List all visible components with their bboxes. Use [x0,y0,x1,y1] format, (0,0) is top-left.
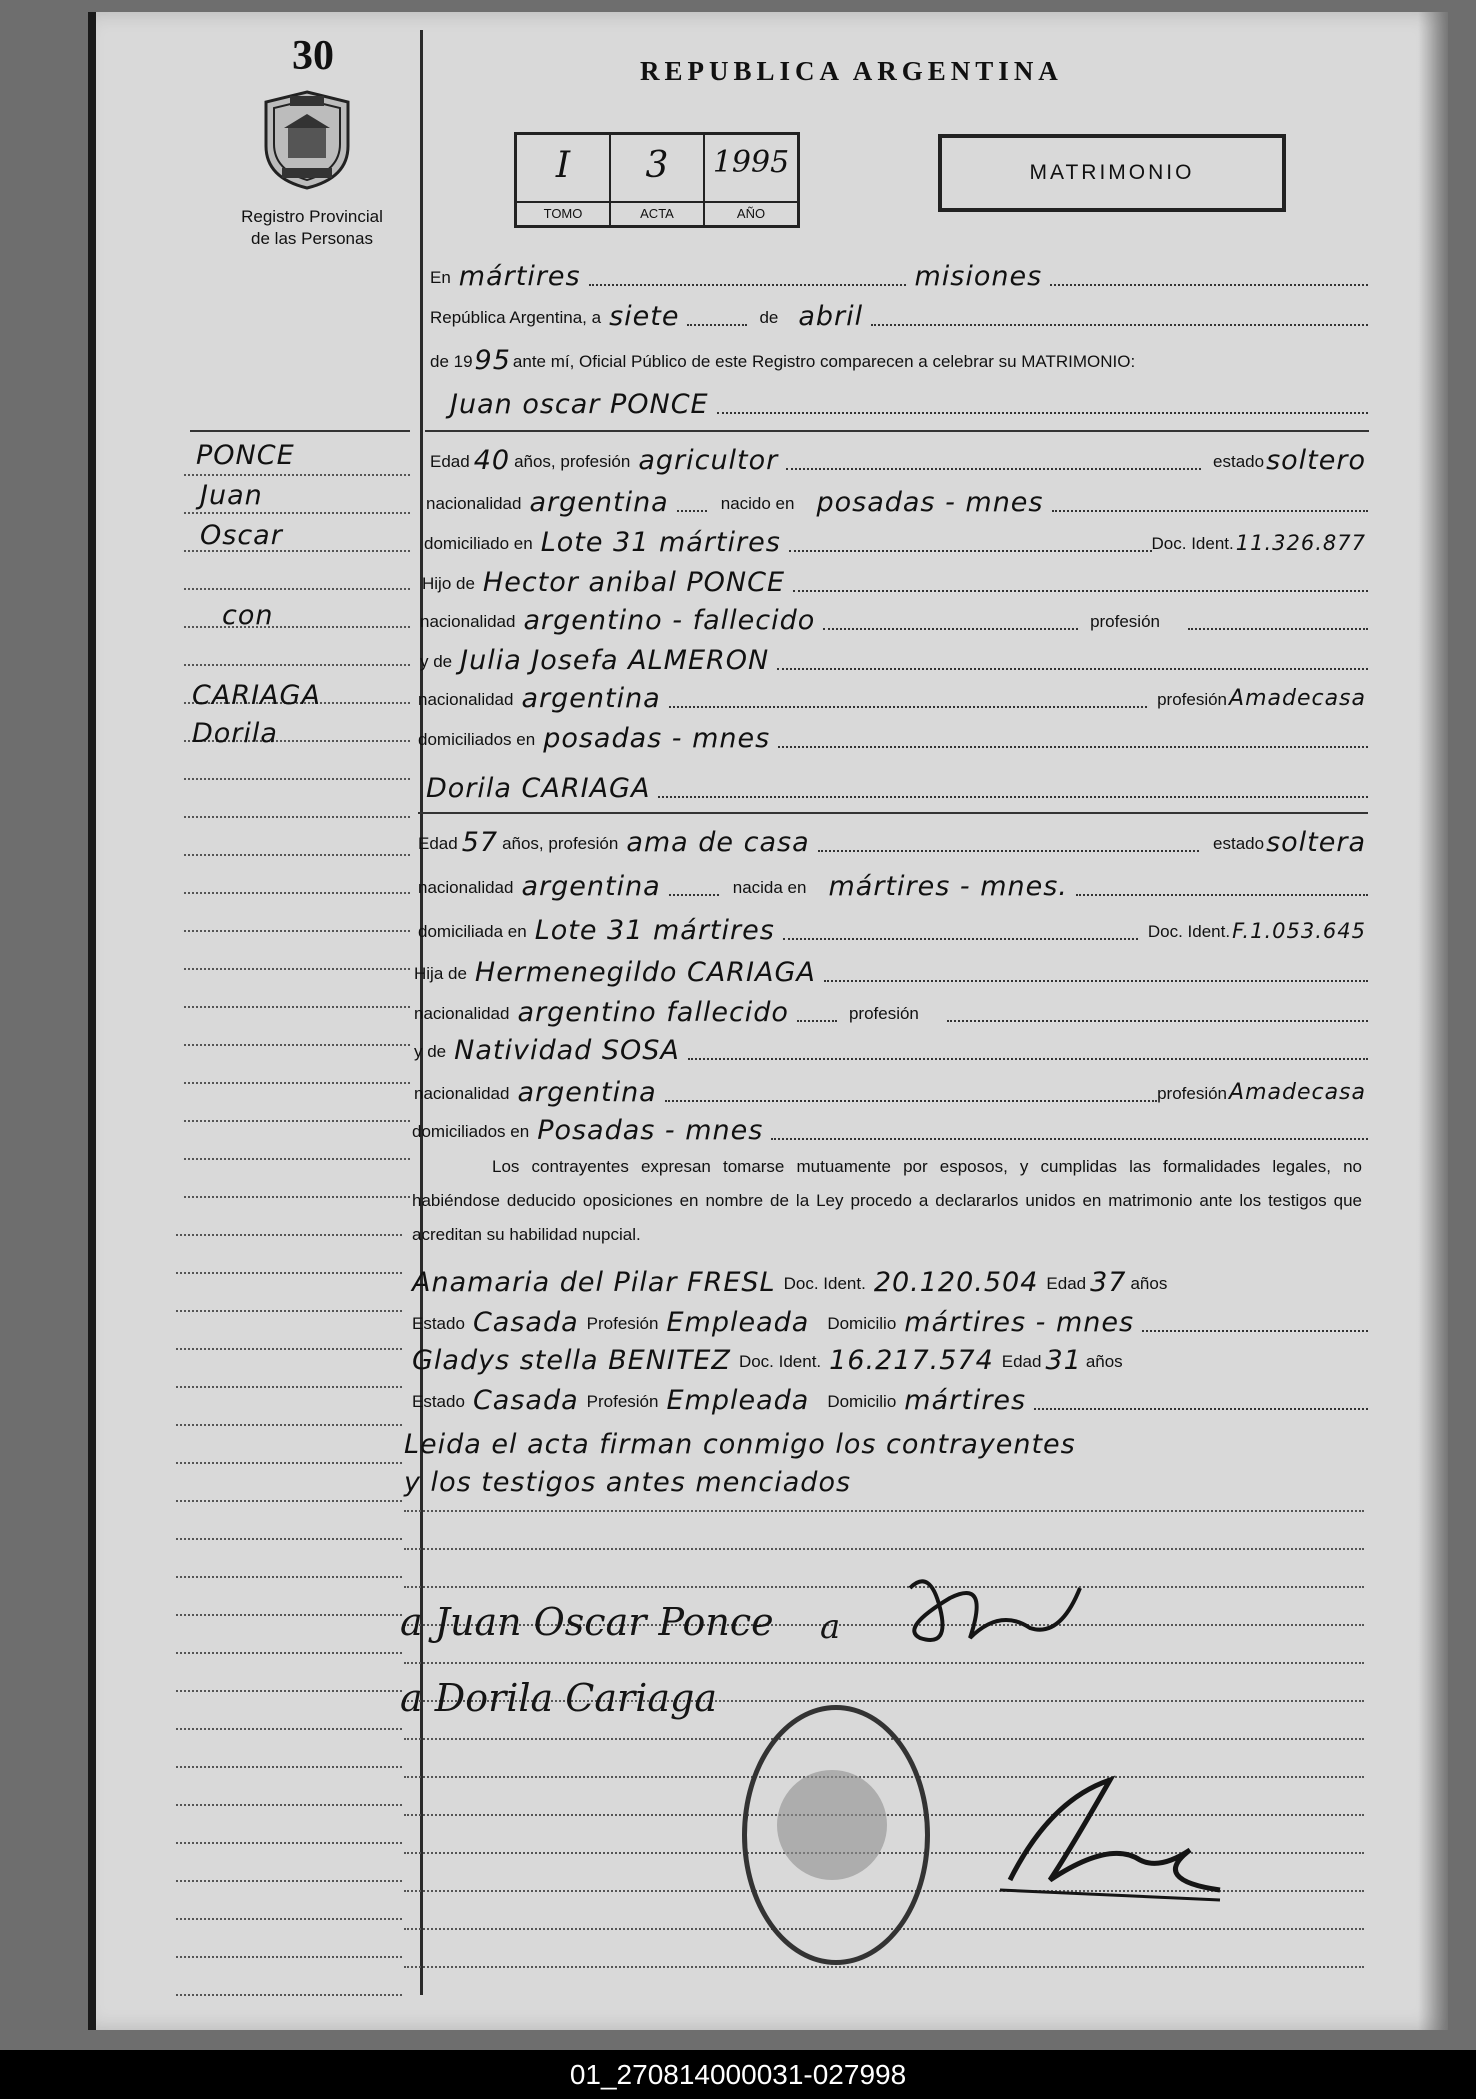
margin-second-name: Oscar [200,520,283,551]
seal-emblem [777,1770,887,1880]
month-value: abril [798,301,864,332]
page-rule-line [404,1548,1364,1550]
witness1-name-row [412,1262,1368,1298]
groom-address: Lote 31 mártires [540,527,781,558]
acta-cell [611,135,705,225]
margin-rule-line [176,1234,402,1236]
margin-rule-line [176,1614,402,1616]
bride-nat-row [418,866,1368,902]
domicilio-label: Domicilio [827,1392,897,1411]
witness1-address: mártires - mnes [904,1307,1135,1338]
groom-mother-prof: Amadecasa [1229,686,1366,711]
anio-label: AÑO [705,201,797,225]
margin-rule-line [176,1956,402,1958]
bride-address: Lote 31 mártires [534,915,775,946]
page-rule-line [404,1966,1364,1968]
bride-separator [418,812,1368,814]
groom-profession: agricultor [638,445,779,476]
margin-rule-line [176,1500,402,1502]
witness2-name-row [412,1340,1368,1376]
anios-label: años, profesión [502,834,619,853]
tomo-acta-anio-box [514,132,800,228]
dotted-fill [677,510,707,512]
bride-age: 57 [461,827,499,858]
dotted-fill [947,1020,1368,1022]
dotted-fill [658,796,1368,798]
dotted-fill [818,850,1199,852]
groom-mother-nat-row [418,678,1368,714]
witness1-age: 37 [1090,1267,1127,1298]
witness2-doc: 16.217.574 [829,1345,994,1376]
witness2-name: Gladys stella BENITEZ [412,1345,731,1376]
dom-label: domiciliados en [418,730,536,749]
margin-rule-line [176,1538,402,1540]
bride-name-row [418,768,1368,804]
bride-father-nat: argentino fallecido [517,997,789,1028]
margin-rule-line [184,588,410,590]
registry-label: Registro Provincial de las Personas [241,207,383,248]
margin-rule-line [184,854,410,856]
bride-profession: ama de casa [626,827,810,858]
margin-top-rule [190,430,410,432]
margin-rule-line [184,892,410,894]
bride-dom-row [418,910,1368,946]
image-caption: 01_270814000031-027998 [0,2050,1476,2099]
anios-label: años [1130,1274,1168,1293]
groom-father-row [422,562,1368,598]
groom-nationality: argentina [529,487,669,518]
nac-label: nacionalidad [418,878,514,897]
bride-birthplace: mártires - mnes. [828,871,1068,902]
dotted-fill [688,1058,1368,1060]
dotted-fill [1034,1408,1368,1410]
margin-rule-line [176,1804,402,1806]
prof-label: profesión [848,1004,919,1023]
closing-text-2: y los testigos antes menciados [404,1467,852,1498]
groom-signature: a Juan Oscar Ponce [400,1600,774,1644]
dotted-fill [665,1100,1157,1102]
closing-line-2 [404,1462,1368,1498]
groom-age: 40 [473,445,511,476]
margin-surname: PONCE [196,440,295,471]
page-shadow [1418,12,1448,2030]
dom-label: domiciliados en [412,1122,530,1141]
nac-label: nacionalidad [420,612,516,631]
officer-signature-icon [820,1568,1100,1678]
dotted-fill [1052,510,1369,512]
anios-label: años, profesión [514,452,631,471]
declaration-text: Los contrayentes expresan tomarse mutuamente por esposos, y cumplidas las formalidades legales, no habiéndose deducido oposiciones en nombre de la Ley procedo a declararlos unidos en matrimonio ante los testigos que acreditan su habilidad nupcial. [412,1157,1362,1244]
bride-mother-prof: Amadecasa [1229,1080,1366,1105]
de19-label: de 19 [430,352,473,371]
dotted-fill [783,938,1138,940]
margin-rule-line [176,1576,402,1578]
witness1-profession: Empleada [666,1307,810,1338]
bride-signature: a Dorila Cariaga [400,1676,717,1720]
witness1-doc: 20.120.504 [873,1267,1039,1298]
dotted-fill [797,1020,837,1022]
doc-label: Doc. Ident. [1151,534,1234,553]
margin-rule-line [184,1158,410,1160]
statement-text: ante mí, Oficial Público de este Registro comparecen a celebrar su MATRIMONIO: [512,352,1136,371]
dom-label: domiciliada en [418,922,527,941]
nacida-label: nacida en [732,878,807,897]
margin-rule-line [184,1044,410,1046]
margin-rule-line [184,1006,410,1008]
margin-rule-line [184,968,410,970]
tomo-label: TOMO [517,201,609,225]
prof-label: profesión [1090,612,1160,631]
witness1-name: Anamaria del Pilar FRESL [412,1267,776,1298]
margin-rule-line [176,1348,402,1350]
margin-rule-line [184,778,410,780]
groom-parents-dom-row [418,718,1368,754]
estado-label: Estado [412,1392,465,1411]
nac-label: nacionalidad [414,1004,510,1023]
dotted-fill [669,894,719,896]
dotted-fill [669,706,1147,708]
bride-age-row [418,822,1368,858]
margin-rule-line [176,1462,402,1464]
bride-mother: Natividad SOSA [454,1035,680,1066]
dotted-fill [717,412,1368,414]
margin-first-name: Juan [200,480,263,511]
groom-separator [425,430,1369,432]
groom-mother-nat: argentina [521,683,661,714]
doc-label: Doc. Ident. [1147,922,1231,941]
bride-father-row [414,952,1368,988]
folio-number: 30 [292,33,334,79]
witness1-detail-row [412,1302,1368,1338]
dotted-fill [1050,284,1368,286]
dotted-fill [823,628,1078,630]
margin-rule-line [184,930,410,932]
dotted-fill [789,550,1152,552]
groom-dom-row [424,522,1368,558]
margin-rule-line [176,1842,402,1844]
edad-label: Edad [430,452,470,471]
bride-mother-nat-row [414,1072,1368,1108]
bride-father: Hermenegildo CARIAGA [474,957,816,988]
dotted-fill [871,324,1368,326]
estado-label: Estado [412,1314,465,1333]
margin-rule-line [176,1766,402,1768]
groom-nat-row [426,482,1368,518]
groom-name: Juan oscar PONCE [450,389,709,420]
dotted-fill [1188,628,1368,630]
dotted-fill [589,284,907,286]
anio-value: 1995 [712,145,790,180]
groom-status: soltero [1266,445,1366,476]
margin-rule-line [184,474,410,476]
domicilio-label: Domicilio [827,1314,897,1333]
margin-rule-line [176,1728,402,1730]
hija-label: Hija de [414,964,467,983]
bride-status: soltera [1266,827,1366,858]
prof-label: Profesión [586,1392,659,1411]
groom-birthplace: posadas - mnes [816,487,1044,518]
witness2-address: mártires [904,1385,1027,1416]
intro-year-row [430,340,1368,376]
dotted-fill [1142,1330,1368,1332]
anio-cell [705,135,797,225]
nac-label: nacionalidad [414,1084,510,1103]
groom-father-nat: argentino - fallecido [523,605,816,636]
witness2-profession: Empleada [666,1385,810,1416]
hijo-label: Hijo de [422,574,475,593]
dotted-fill [1076,894,1368,896]
nac-label: nacionalidad [426,494,522,513]
margin-con: con [222,600,274,631]
provincial-crest-icon [262,88,352,192]
dotted-fill [786,468,1201,470]
margin-rule-line [176,1310,402,1312]
groom-name-row [430,384,1368,420]
margin-rule-line [184,626,410,628]
dotted-fill [777,668,1368,670]
acta-label: ACTA [611,201,703,225]
witness2-age: 31 [1045,1345,1082,1376]
margin-rule-line [184,512,410,514]
edad-label: Edad [1001,1352,1042,1371]
estado-label: estado [1213,452,1265,471]
margin-rule-line [184,1082,410,1084]
rep-label: República Argentina, a [430,308,602,327]
bride-mother-row [414,1030,1368,1066]
edad-label: Edad [1046,1274,1087,1293]
year-value: 95 [474,345,511,376]
groom-age-row [430,440,1368,476]
bride-parents-dom-row [412,1110,1368,1146]
margin-rule-line [176,1918,402,1920]
page-rule-line [404,1510,1364,1512]
intro-date-row [430,296,1368,332]
official-seal-stamp [742,1705,930,1965]
tomo-cell [517,135,611,225]
margin-rule-line [184,1196,410,1198]
margin-bride-name: Dorila [192,718,278,749]
margin-rule-line [176,1272,402,1274]
place-value: mártires [458,261,581,292]
bride-nationality: argentina [521,871,661,902]
prof-label: profesión [1157,690,1228,709]
doc-label: Doc. Ident. [738,1352,822,1371]
province-value: misiones [914,261,1043,292]
margin-rule-line [184,664,410,666]
registrar-signature-icon [990,1760,1230,1920]
margin-rule-line [176,1690,402,1692]
groom-doc: 11.326.877 [1235,531,1366,555]
intro-place-row [430,256,1368,292]
nac-label: nacionalidad [418,690,514,709]
witness2-detail-row [412,1380,1368,1416]
anios-label: años [1085,1352,1123,1371]
doc-label: Doc. Ident. [783,1274,866,1293]
bride-mother-nat: argentina [517,1077,657,1108]
day-value: siete [609,301,680,332]
en-label: En [430,268,451,287]
groom-mother: Julia Josefa ALMERON [460,645,770,676]
dotted-fill [687,324,747,326]
document-type-box: MATRIMONIO [938,134,1286,212]
bride-name: Dorila CARIAGA [426,773,651,804]
margin-rule-line [176,1424,402,1426]
groom-parents-dom: posadas - mnes [543,723,771,754]
closing-line-1 [404,1424,1368,1460]
groom-father-nat-row [420,600,1368,636]
groom-mother-row [420,640,1368,676]
margin-rule-line [176,1386,402,1388]
margin-rule-line [176,1880,402,1882]
de-label: de [759,308,779,327]
margin-rule-line [184,816,410,818]
dotted-fill [824,980,1368,982]
yde-label: y de [420,652,453,671]
margin-bride-surname: CARIAGA [192,680,321,711]
tomo-value: I [555,145,571,186]
groom-father: Hector anibal PONCE [482,567,786,598]
svg-text:a: a [820,1607,841,1647]
prof-label: Profesión [586,1314,659,1333]
prof-label: profesión [1157,1084,1228,1103]
edad-label: Edad [418,834,458,853]
bride-parents-dom: Posadas - mnes [537,1115,764,1146]
margin-rule-line [176,1652,402,1654]
dom-label: domiciliado en [424,534,533,553]
dotted-fill [771,1138,1368,1140]
bride-doc: F.1.053.645 [1232,919,1366,943]
margin-rule-line [184,1120,410,1122]
witness2-status: Casada [472,1385,579,1416]
country-title: REPUBLICA ARGENTINA [640,56,1063,86]
dotted-fill [778,746,1368,748]
acta-value: 3 [645,145,669,186]
yde-label: y de [414,1042,447,1061]
nacido-label: nacido en [720,494,795,513]
dotted-fill [793,590,1368,592]
bride-father-nat-row [414,992,1368,1028]
closing-text-1: Leida el acta firman conmigo los contrayentes [404,1429,1076,1460]
margin-rule-line [176,1994,402,1996]
estado-label: estado [1213,834,1265,853]
witness1-status: Casada [472,1307,579,1338]
